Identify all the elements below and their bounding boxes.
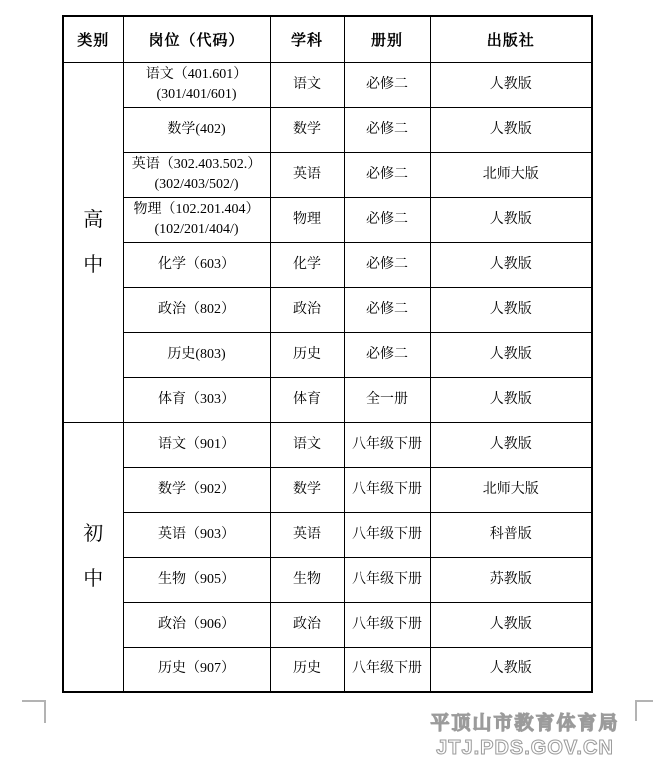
volume-cell: 八年级下册 — [344, 422, 430, 467]
position-cell — [123, 422, 270, 467]
table-row — [63, 197, 592, 242]
position-cell — [123, 512, 270, 557]
volume-cell: 必修二 — [344, 332, 430, 377]
publisher-cell: 人教版 — [430, 197, 592, 242]
subject-cell: 生物 — [270, 557, 344, 602]
table-row — [63, 242, 592, 287]
position-cell — [123, 377, 270, 422]
publisher-cell: 苏教版 — [430, 557, 592, 602]
position-name: 语文（401.601） — [145, 66, 248, 82]
position-name: 生物（905） — [158, 571, 235, 587]
position-name: 英语（903） — [158, 526, 235, 542]
volume-cell: 必修二 — [344, 287, 430, 332]
volume-cell: 必修二 — [344, 62, 430, 107]
subject-cell: 化学 — [270, 242, 344, 287]
volume-cell: 八年级下册 — [344, 602, 430, 647]
subject-cell: 数学 — [270, 467, 344, 512]
category-char: 初 — [83, 523, 104, 546]
position-name: 体育（303） — [158, 391, 235, 407]
publisher-cell: 人教版 — [430, 242, 592, 287]
category-cell — [63, 62, 123, 422]
publisher-cell: 人教版 — [430, 287, 592, 332]
volume-cell: 八年级下册 — [344, 647, 430, 692]
subject-cell: 数学 — [270, 107, 344, 152]
volume-cell: 必修二 — [344, 107, 430, 152]
table-row — [63, 107, 592, 152]
volume-cell: 必修二 — [344, 197, 430, 242]
position-codes: (102/201/404/) — [154, 221, 239, 237]
publisher-cell: 人教版 — [430, 602, 592, 647]
watermark-agency-text: 平顶山市教育体育局 — [430, 713, 620, 734]
position-name: 数学（902） — [158, 481, 235, 497]
watermark — [395, 712, 653, 760]
table-row — [63, 512, 592, 557]
position-name: 化学（603） — [158, 256, 235, 272]
publisher-cell: 人教版 — [430, 422, 592, 467]
position-cell — [123, 287, 270, 332]
category-cell — [63, 422, 123, 692]
volume-cell: 八年级下册 — [344, 557, 430, 602]
subject-cell: 英语 — [270, 512, 344, 557]
category-label — [64, 524, 123, 589]
subject-cell: 政治 — [270, 287, 344, 332]
publisher-cell: 人教版 — [430, 377, 592, 422]
position-name: 数学(402) — [167, 121, 226, 137]
position-name: 物理（102.201.404） — [133, 201, 260, 217]
position-cell — [123, 647, 270, 692]
table-row — [63, 602, 592, 647]
subject-cell: 历史 — [270, 332, 344, 377]
position-name: 语文（901） — [158, 436, 235, 452]
position-name: 历史(803) — [167, 346, 226, 362]
table-row — [63, 467, 592, 512]
position-name: 英语（302.403.502.） — [131, 156, 262, 172]
volume-cell: 必修二 — [344, 242, 430, 287]
subject-cell: 物理 — [270, 197, 344, 242]
category-char: 中 — [83, 568, 104, 591]
volume-cell: 全一册 — [344, 377, 430, 422]
table-row — [63, 557, 592, 602]
table-row — [63, 332, 592, 377]
position-cell — [123, 62, 270, 107]
subject-cell: 历史 — [270, 647, 344, 692]
position-codes: (302/403/502/) — [154, 176, 239, 192]
position-cell — [123, 557, 270, 602]
header-row — [63, 16, 592, 62]
position-cell — [123, 242, 270, 287]
column-header-0: 类别 — [63, 16, 123, 62]
publisher-cell: 人教版 — [430, 332, 592, 377]
table-row — [63, 422, 592, 467]
position-codes: (301/401/601) — [156, 86, 237, 102]
table-row — [63, 647, 592, 692]
category-char: 高 — [83, 208, 104, 231]
column-header-2: 学科 — [270, 16, 344, 62]
volume-cell: 八年级下册 — [344, 467, 430, 512]
column-header-1: 岗位（代码） — [123, 16, 270, 62]
crop-mark-bottom-left — [22, 700, 46, 723]
publisher-cell: 人教版 — [430, 62, 592, 107]
table-body — [63, 62, 592, 692]
column-header-4: 出版社 — [430, 16, 592, 62]
watermark-url-text: JTJ.PDS.GOV.CN — [436, 737, 614, 759]
subject-cell: 语文 — [270, 422, 344, 467]
publisher-cell: 人教版 — [430, 647, 592, 692]
publisher-cell: 科普版 — [430, 512, 592, 557]
volume-cell: 八年级下册 — [344, 512, 430, 557]
category-char: 中 — [83, 253, 104, 276]
textbook-position-table — [62, 15, 593, 693]
subject-cell: 体育 — [270, 377, 344, 422]
position-cell — [123, 107, 270, 152]
category-label — [64, 210, 123, 275]
table-row — [63, 377, 592, 422]
position-cell — [123, 602, 270, 647]
subject-cell: 政治 — [270, 602, 344, 647]
subject-cell: 语文 — [270, 62, 344, 107]
position-cell — [123, 197, 270, 242]
position-name: 政治（906） — [158, 616, 235, 632]
position-name: 历史（907） — [158, 661, 235, 677]
volume-cell: 必修二 — [344, 152, 430, 197]
crop-mark-bottom-right — [635, 700, 653, 721]
publisher-cell: 北师大版 — [430, 467, 592, 512]
table-row — [63, 152, 592, 197]
subject-cell: 英语 — [270, 152, 344, 197]
table-row — [63, 287, 592, 332]
publisher-cell: 人教版 — [430, 107, 592, 152]
column-header-3: 册别 — [344, 16, 430, 62]
table-row — [63, 62, 592, 107]
publisher-cell: 北师大版 — [430, 152, 592, 197]
position-cell — [123, 467, 270, 512]
position-cell — [123, 152, 270, 197]
position-name: 政治（802） — [158, 301, 235, 317]
position-cell — [123, 332, 270, 377]
